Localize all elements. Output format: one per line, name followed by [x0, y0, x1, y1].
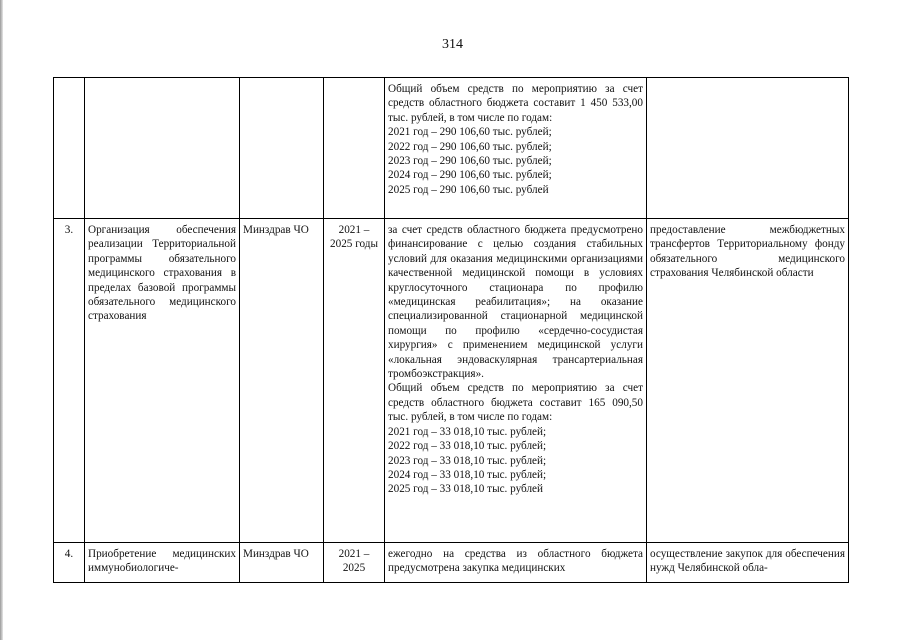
year-amount: 2021 год – 33 018,10 тыс. рублей;	[388, 425, 547, 438]
page-number: 314	[442, 37, 463, 52]
table-row	[54, 219, 849, 543]
year-amount: 2024 год – 290 106,60 тыс. рублей;	[388, 169, 552, 182]
description-total: Общий объем средств по мероприятию за счет средств областного бюджета составит 165 090,50 тыс. рублей, в том числе по годам:	[388, 382, 643, 424]
expected-result: предоставление межбюджетных трансфертов Территориальному фонду обязательного медицинского страхования Челябинской области	[647, 219, 849, 543]
table-row-continuation	[54, 78, 849, 219]
measure-description: ежегодно на средства из областного бюджета предусмотрена закупка медицинских	[385, 543, 647, 583]
scan-edge	[0, 0, 3, 640]
row-number: 4.	[54, 543, 85, 583]
year-amount: 2024 год – 33 018,10 тыс. рублей;	[388, 468, 547, 481]
table-row	[54, 543, 849, 583]
cell-name	[85, 78, 240, 219]
measure-name: Приобретение медицинских иммунобиологиче-	[85, 543, 240, 583]
cell-description	[385, 78, 647, 219]
cell-period	[324, 78, 385, 219]
period: 2021 – 2025	[324, 543, 385, 583]
executor: Минздрав ЧО	[240, 219, 324, 543]
expected-result: осуществление закупок для обеспечения нужд Челябинской обла-	[647, 543, 849, 583]
description-total: Общий объем средств по мероприятию за счет средств областного бюджета составит 1 450 533,00 тыс. рублей, в том числе по годам:	[388, 83, 643, 124]
cell-executor	[240, 78, 324, 219]
year-amount: 2022 год – 290 106,60 тыс. рублей;	[388, 140, 552, 153]
program-table	[53, 77, 849, 583]
executor: Минздрав ЧО	[240, 543, 324, 583]
measure-name: Организация обеспечения реализации Территориальной программы обязательного медицинского страхования в пределах базовой программы обязательного медицинского страхования	[85, 219, 240, 543]
year-amount: 2025 год – 33 018,10 тыс. рублей	[388, 483, 543, 496]
measure-description: за счет средств областного бюджета предусмотрено финансирование с целью создания стабильных условий для оказания медицинскими организациями качественной медицинской помощи в условиях круглосуточного стационара по профилю «медицинская реабилитация»; на оказание специализированной стационарной медицинской помощи по профилю «сердечно-сосудистая хирургия» с применением медицинской услуги «локальная эндоваскулярная трансартериальная тромбоэкстракция».	[388, 224, 643, 381]
year-amount: 2023 год – 33 018,10 тыс. рублей;	[388, 454, 547, 467]
cell-description	[385, 219, 647, 543]
cell-number	[54, 78, 85, 219]
cell-result	[647, 78, 849, 219]
year-amount: 2021 год – 290 106,60 тыс. рублей;	[388, 126, 552, 139]
year-amount: 2025 год – 290 106,60 тыс. рублей	[388, 183, 549, 196]
year-amount: 2023 год – 290 106,60 тыс. рублей;	[388, 155, 552, 168]
row-number: 3.	[54, 219, 85, 543]
year-amount: 2022 год – 33 018,10 тыс. рублей;	[388, 440, 547, 453]
period: 2021 – 2025 годы	[324, 219, 385, 543]
